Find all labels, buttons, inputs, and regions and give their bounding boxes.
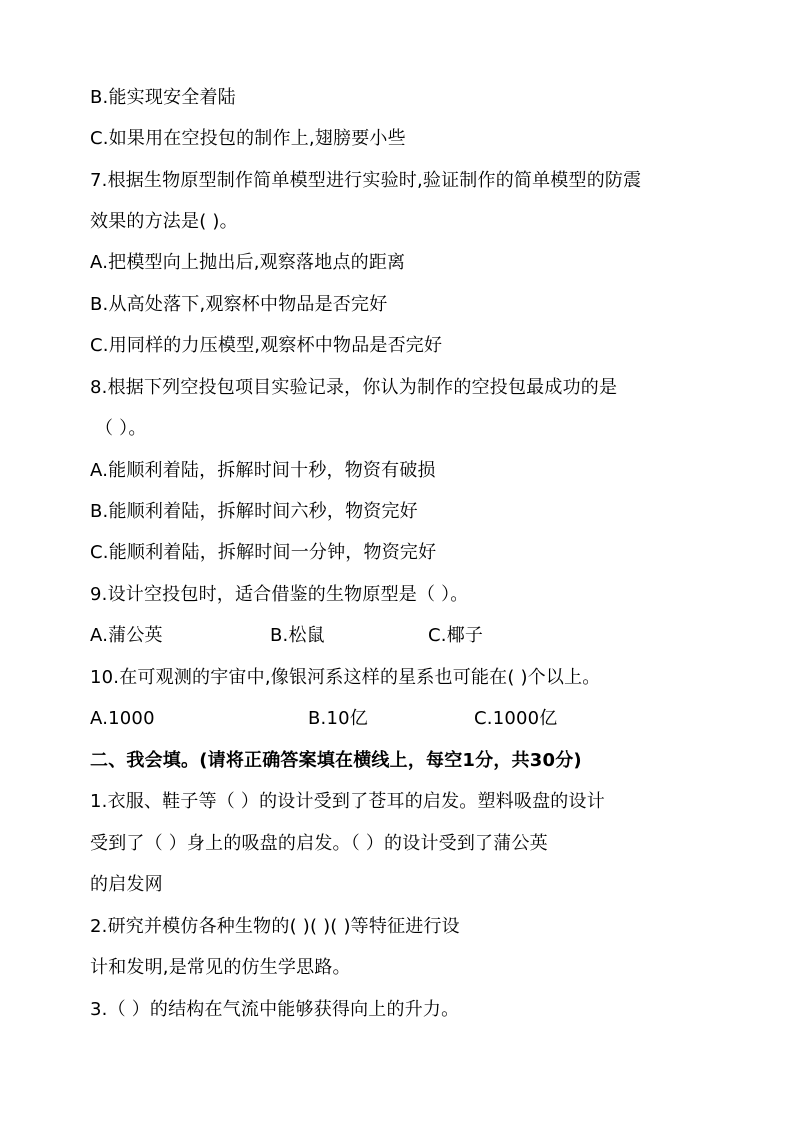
option-7a: A.把模型向上抛出后,观察落地点的距离 <box>90 252 406 273</box>
fill-1-line-2: 受到了（ ）身上的吸盘的启发。（ ）的设计受到了蒲公英 <box>90 833 548 854</box>
option-8a: A.能顺利着陆，拆解时间十秒，物资有破损 <box>90 460 436 481</box>
option-8c: C.能顺利着陆，拆解时间一分钟，物资完好 <box>90 542 437 563</box>
option-6b: B.能实现安全着陆 <box>90 87 236 108</box>
option-10c: C.1000亿 <box>474 708 558 729</box>
option-10a: A.1000 <box>90 708 155 729</box>
question-9: 9.设计空投包时，适合借鉴的生物原型是（ ）。 <box>90 584 469 605</box>
option-8b: B.能顺利着陆，拆解时间六秒，物资完好 <box>90 501 418 522</box>
option-9b: B.松鼠 <box>270 625 325 646</box>
question-7-line-1: 7.根据生物原型制作简单模型进行实验时,验证制作的简单模型的防震 <box>90 170 642 191</box>
section-2-heading: 二、我会填。(请将正确答案填在横线上，每空1分，共30分) <box>90 750 582 771</box>
question-8-line-1: 8.根据下列空投包项目实验记录，你认为制作的空投包最成功的是 <box>90 377 618 398</box>
fill-3: 3.（ ）的结构在气流中能够获得向上的升力。 <box>90 999 460 1020</box>
question-10-options <box>90 704 720 734</box>
fill-1-line-3: 的启发网 <box>90 874 163 895</box>
question-7-line-2: 效果的方法是( )。 <box>90 211 238 232</box>
option-10b: B.10亿 <box>308 708 368 729</box>
question-8-line-2: （ ）。 <box>95 418 147 439</box>
option-9a: A.蒲公英 <box>90 625 163 646</box>
fill-2-line-2: 计和发明,是常见的仿生学思路。 <box>90 957 351 978</box>
fill-2-line-1: 2.研究并模仿各种生物的( )( )( )等特征进行设 <box>90 916 460 937</box>
option-6c: C.如果用在空投包的制作上,翅膀要小些 <box>90 128 406 149</box>
option-7b: B.从高处落下,观察杯中物品是否完好 <box>90 294 388 315</box>
option-7c: C.用同样的力压模型,观察杯中物品是否完好 <box>90 335 443 356</box>
question-10: 10.在可观测的宇宙中,像银河系这样的星系也可能在( )个以上。 <box>90 667 601 688</box>
question-9-options <box>90 621 720 651</box>
fill-1-line-1: 1.衣服、鞋子等（ ）的设计受到了苍耳的启发。塑料吸盘的设计 <box>90 791 605 812</box>
option-9c: C.椰子 <box>428 625 484 646</box>
